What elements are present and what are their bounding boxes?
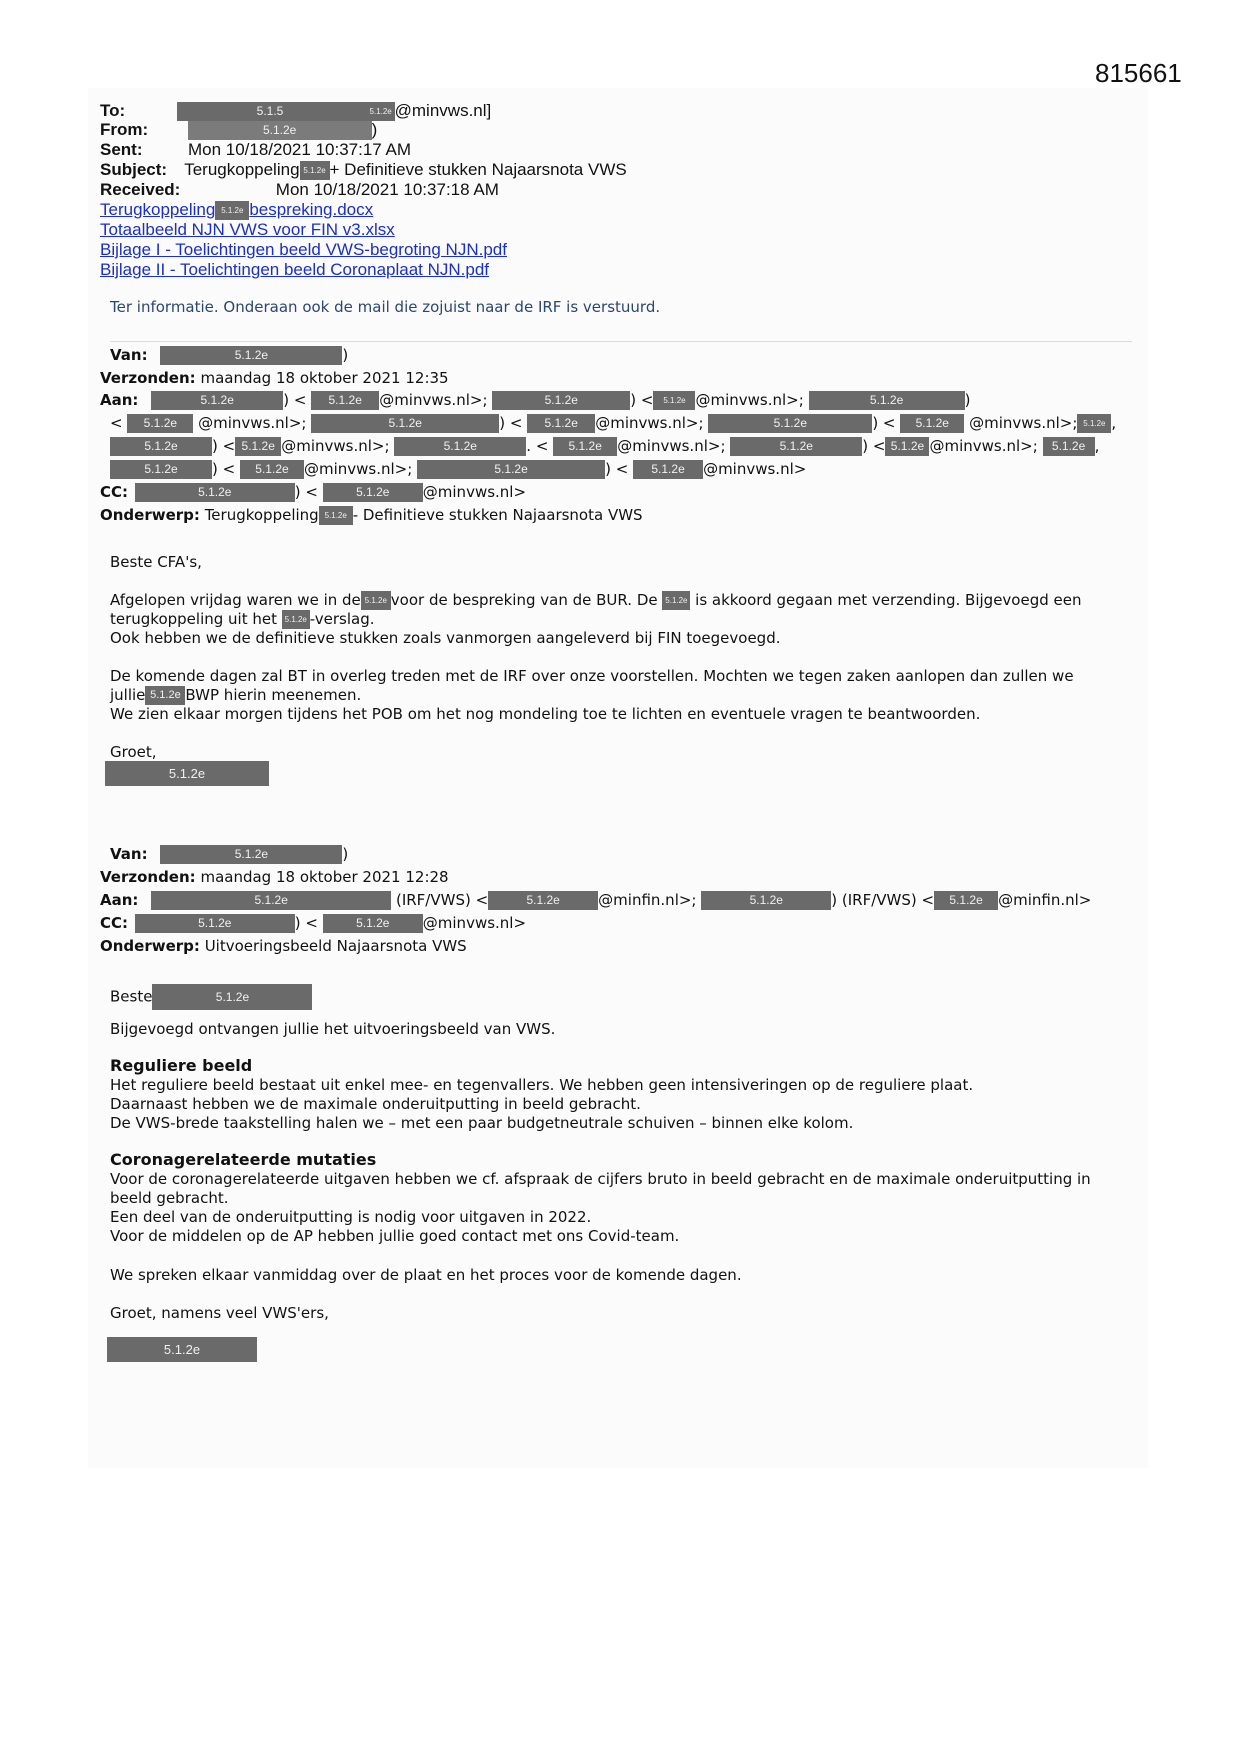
document-id: 815661 <box>1095 58 1182 88</box>
text-fragment: voor de bespreking van de BUR. De <box>390 591 658 609</box>
redaction-block: 5.1.2e <box>152 984 312 1010</box>
mail1-van-row: Van: 5.1.2e ) <box>110 346 349 364</box>
redaction-block: 5.1.2e <box>492 391 630 410</box>
text-fragment: @minvws.nl>; <box>595 414 704 432</box>
redaction-block: 5.1.2e <box>135 914 295 933</box>
text-fragment: @minvws.nl>; <box>695 391 804 409</box>
redaction-block: 5.1.2e <box>160 845 342 864</box>
van-label: Van: <box>110 346 148 364</box>
mail1-aan-line-4 <box>110 460 806 479</box>
mail1-greeting: Beste CFA's, <box>110 553 202 571</box>
section-heading: Coronagerelateerde mutaties <box>110 1150 377 1169</box>
section-heading: Reguliere beeld <box>110 1056 253 1075</box>
redaction-block: 5.1.2e <box>662 591 690 610</box>
divider <box>110 341 1132 342</box>
redaction-block: 5.1.2e <box>488 891 598 910</box>
text-fragment: is akkoord gegaan met verzending. Bijgevoegd een <box>695 591 1082 609</box>
text-fragment: @minvws.nl>; <box>929 437 1038 455</box>
verzonden-label: Verzonden: <box>100 369 196 387</box>
sent-value: Mon 10/18/2021 10:37:17 AM <box>187 140 412 159</box>
text-fragment: Ook hebben we de definitieve stukken zoals vanmorgen aangeleverd bij FIN toegevoegd. <box>110 629 781 647</box>
redaction-block: 5.1.5 <box>177 102 367 121</box>
mail2-closing: Groet, namens veel VWS'ers, <box>110 1304 329 1322</box>
redaction-block: 5.1.2e <box>361 591 391 610</box>
text-fragment: @minvws.nl>; <box>617 437 726 455</box>
text-fragment: -verslag. <box>309 610 375 628</box>
text-fragment: jullie <box>110 686 146 704</box>
redaction-block: 5.1.2e <box>934 891 998 910</box>
redaction-block: 5.1.2e <box>809 391 965 410</box>
redaction-block: 5.1.2e <box>145 686 185 705</box>
mail1-aan-line-3: 5.1.2e ) < 5.1.2e @minvws.nl>; 5.1.2e . < 5.1.2e @minvws.nl>; 5.1.2e ) < 5.1.2e @minvws.nl>; 5.1.2e , <box>110 437 1099 456</box>
text-fragment: Een deel van de onderuitputting is nodig voor uitgaven in 2022. <box>110 1208 592 1226</box>
text-fragment: Het reguliere beeld bestaat uit enkel mee- en tegenvallers. We hebben geen intensiveringen op de reguliere plaat. <box>110 1076 974 1094</box>
subject-post: + Definitieve stukken Najaarsnota VWS <box>329 160 627 179</box>
redaction-block: 5.1.2e <box>1077 414 1111 433</box>
header-sent-row <box>100 140 411 160</box>
redaction-block: 5.1.2e <box>282 610 310 629</box>
text-fragment: terugkoppeling uit het <box>110 610 277 628</box>
redaction-block: 5.1.2e <box>1043 437 1095 456</box>
redaction-block: 5.1.2e <box>110 460 212 479</box>
redaction-block: 5.1.2e <box>151 391 283 410</box>
text-fragment: ) < <box>605 460 629 478</box>
text-fragment: @minfin.nl> <box>998 891 1092 909</box>
cc-label: CC: <box>100 483 129 501</box>
forward-note: Ter informatie. Onderaan ook de mail die zojuist naar de IRF is verstuurd. <box>110 298 661 316</box>
text-fragment: @minvws.nl>; <box>969 414 1078 432</box>
mail1-cc-row <box>100 483 526 502</box>
redaction-block: 5.1.2e <box>323 914 423 933</box>
header-subject-row <box>100 160 627 180</box>
aan-label: Aan: <box>100 891 139 909</box>
text-fragment: ) < <box>294 483 318 501</box>
mail2-aan-row <box>100 891 1091 910</box>
text-fragment: @minfin.nl>; <box>598 891 697 909</box>
mail1-aan-line-1: Aan: 5.1.2e ) < 5.1.2e @minvws.nl>; 5.1.2e ) < 5.1.2e @minvws.nl>; 5.1.2e ) <box>100 391 971 409</box>
mail2-onderwerp-row <box>100 937 467 956</box>
redaction-block: 5.1.2e <box>394 437 526 456</box>
mail2-greeting <box>110 984 1130 1010</box>
text-fragment: ) < <box>212 460 236 478</box>
van-label: Van: <box>110 845 148 863</box>
redaction-block: 5.1.2e <box>730 437 862 456</box>
received-value: Mon 10/18/2021 10:37:18 AM <box>275 180 499 199</box>
mail2-van-row: Van: 5.1.2e ) <box>110 845 349 863</box>
text-fragment: Uitvoeringsbeeld Najaarsnota VWS <box>204 937 467 955</box>
redaction-block: 5.1.2e <box>417 460 605 479</box>
attachment-link[interactable]: Bijlage II - Toelichtingen beeld Coronaplaat NJN.pdf <box>100 260 490 279</box>
redaction-block: 5.1.2e <box>127 414 193 433</box>
mail1-aan-line-2: < 5.1.2e @minvws.nl>; 5.1.2e ) < 5.1.2e @minvws.nl>; 5.1.2e ) < 5.1.2e @minvws.nl>; 5.1.2e , <box>110 414 1117 432</box>
redaction-block: 5.1.2e <box>311 391 379 410</box>
mail2-verzonden-row <box>100 868 449 887</box>
to-domain: @minvws.nl] <box>394 101 492 120</box>
redaction-block: 5.1.2e <box>311 414 499 433</box>
verzonden-value: maandag 18 oktober 2021 12:28 <box>200 868 449 886</box>
redaction-block: 5.1.2e <box>633 460 703 479</box>
text-fragment: @minvws.nl> <box>703 460 807 478</box>
mail2-paragraph-2 <box>110 1076 1130 1133</box>
text-fragment: @minvws.nl> <box>422 483 527 501</box>
redaction-block: 5.1.2e <box>653 391 695 410</box>
text-fragment: ) < <box>630 391 654 409</box>
attachment-name: bespreking.docx <box>249 200 374 219</box>
redaction-block: 5.1.2e <box>319 506 353 525</box>
text-fragment: - Definitieve stukken Najaarsnota VWS <box>352 506 643 524</box>
redaction-block: 5.1.2e <box>240 460 304 479</box>
text-fragment: @minvws.nl>; <box>281 437 390 455</box>
mail1-verzonden-row <box>100 369 449 388</box>
text-fragment: We zien elkaar morgen tijdens het POB om het nog mondeling toe te lichten en eventuele vragen te beantwoorden. <box>110 705 981 723</box>
text-fragment: Terugkoppeling <box>204 506 319 524</box>
redaction-block: 5.1.2e <box>215 201 249 220</box>
header-from-row <box>100 120 377 140</box>
attachment-link[interactable] <box>100 200 373 220</box>
signature-redaction: 5.1.2e <box>107 1337 257 1362</box>
redaction-block: 5.1.2e <box>323 483 423 502</box>
redaction-block: 5.1.2e <box>135 483 295 502</box>
text-fragment: (IRF/VWS) < <box>395 891 489 909</box>
text-fragment: ) < <box>212 437 236 455</box>
redaction-block: 5.1.2e <box>527 414 595 433</box>
text-fragment: ) < <box>872 414 896 432</box>
signature-redaction: 5.1.2e <box>105 761 269 786</box>
subject-label: Subject: <box>100 160 168 179</box>
text-fragment: @minvws.nl> <box>422 914 527 932</box>
redaction-block: 5.1.2e <box>900 414 964 433</box>
from-label: From: <box>100 120 149 139</box>
text-fragment: De komende dagen zal BT in overleg treden met de IRF over onze voorstellen. Mochten we tegen zaken aanlopen dan zullen we <box>110 667 1074 685</box>
verzonden-value: maandag 18 oktober 2021 12:35 <box>200 369 449 387</box>
header-received-row <box>100 180 499 200</box>
redaction-block: 5.1.2e <box>701 891 831 910</box>
redaction-block: 5.1.2e <box>235 437 281 456</box>
verzonden-label: Verzonden: <box>100 868 196 886</box>
mail2-paragraph-1: Bijgevoegd ontvangen jullie het uitvoeringsbeeld van VWS. <box>110 1020 556 1038</box>
text-fragment: ) < <box>862 437 886 455</box>
text-fragment: @minvws.nl>; <box>198 414 307 432</box>
text-fragment: Daarnaast hebben we de maximale onderuitputting in beeld gebracht. <box>110 1095 641 1113</box>
attachment-link[interactable]: Bijlage I - Toelichtingen beeld VWS-begroting NJN.pdf <box>100 240 507 259</box>
redaction-block: 5.1.2e <box>553 437 617 456</box>
to-label: To: <box>100 101 126 120</box>
text-fragment: Voor de coronagerelateerde uitgaven hebben we cf. afspraak de cijfers bruto in beeld gebracht en de maximale onderuitputting in beeld gebracht. <box>110 1170 1091 1207</box>
text-fragment: De VWS-brede taakstelling halen we – met een paar budgetneutrale schuiven – binnen elke kolom. <box>110 1114 854 1132</box>
aan-label: Aan: <box>100 391 139 409</box>
received-label: Received: <box>100 180 181 199</box>
text-fragment: BWP hierin meenemen. <box>185 686 362 704</box>
subject-pre: Terugkoppeling <box>184 160 300 179</box>
text-fragment: ) (IRF/VWS) < <box>831 891 935 909</box>
text-fragment: ) < <box>283 391 307 409</box>
attachment-link[interactable]: Totaalbeeld NJN VWS voor FIN v3.xlsx <box>100 220 395 239</box>
text-fragment: @minvws.nl>; <box>303 460 413 478</box>
text-fragment: ) < <box>499 414 523 432</box>
redaction-block: 5.1.2e <box>110 437 212 456</box>
text-fragment: @minvws.nl>; <box>379 391 488 409</box>
text-fragment: Voor de middelen op de AP hebben jullie goed contact met ons Covid-team. <box>110 1227 680 1245</box>
mail1-paragraph-2 <box>110 667 1130 724</box>
mail2-paragraph-3 <box>110 1170 1130 1246</box>
from-close: ) <box>371 120 378 139</box>
onderwerp-label: Onderwerp: <box>100 937 200 955</box>
redaction-block: 5.1.2e <box>300 161 330 180</box>
redaction-block: 5.1.2e <box>151 891 391 910</box>
text-fragment: Beste <box>110 987 153 1006</box>
mail1-onderwerp-row <box>100 506 643 525</box>
mail1-paragraph-1 <box>110 591 1130 648</box>
attachment-name: Terugkoppeling <box>100 200 216 219</box>
redaction-block: 5.1.2e <box>188 121 372 140</box>
redaction-block: 5.1.2e <box>708 414 872 433</box>
redaction-block: 5.1.2e <box>367 102 395 121</box>
redaction-block: 5.1.2e <box>885 437 929 456</box>
redaction-block: 5.1.2e <box>160 346 342 365</box>
header-to-row <box>100 101 491 121</box>
text-fragment: Afgelopen vrijdag waren we in de <box>110 591 361 609</box>
sent-label: Sent: <box>100 140 143 159</box>
mail1-closing: Groet, <box>110 743 157 761</box>
onderwerp-label: Onderwerp: <box>100 506 200 524</box>
cc-label: CC: <box>100 914 129 932</box>
mail2-paragraph-4: We spreken elkaar vanmiddag over de plaat en het proces voor de komende dagen. <box>110 1266 742 1284</box>
mail2-cc-row: CC: 5.1.2e ) < 5.1.2e @minvws.nl> <box>100 914 527 932</box>
